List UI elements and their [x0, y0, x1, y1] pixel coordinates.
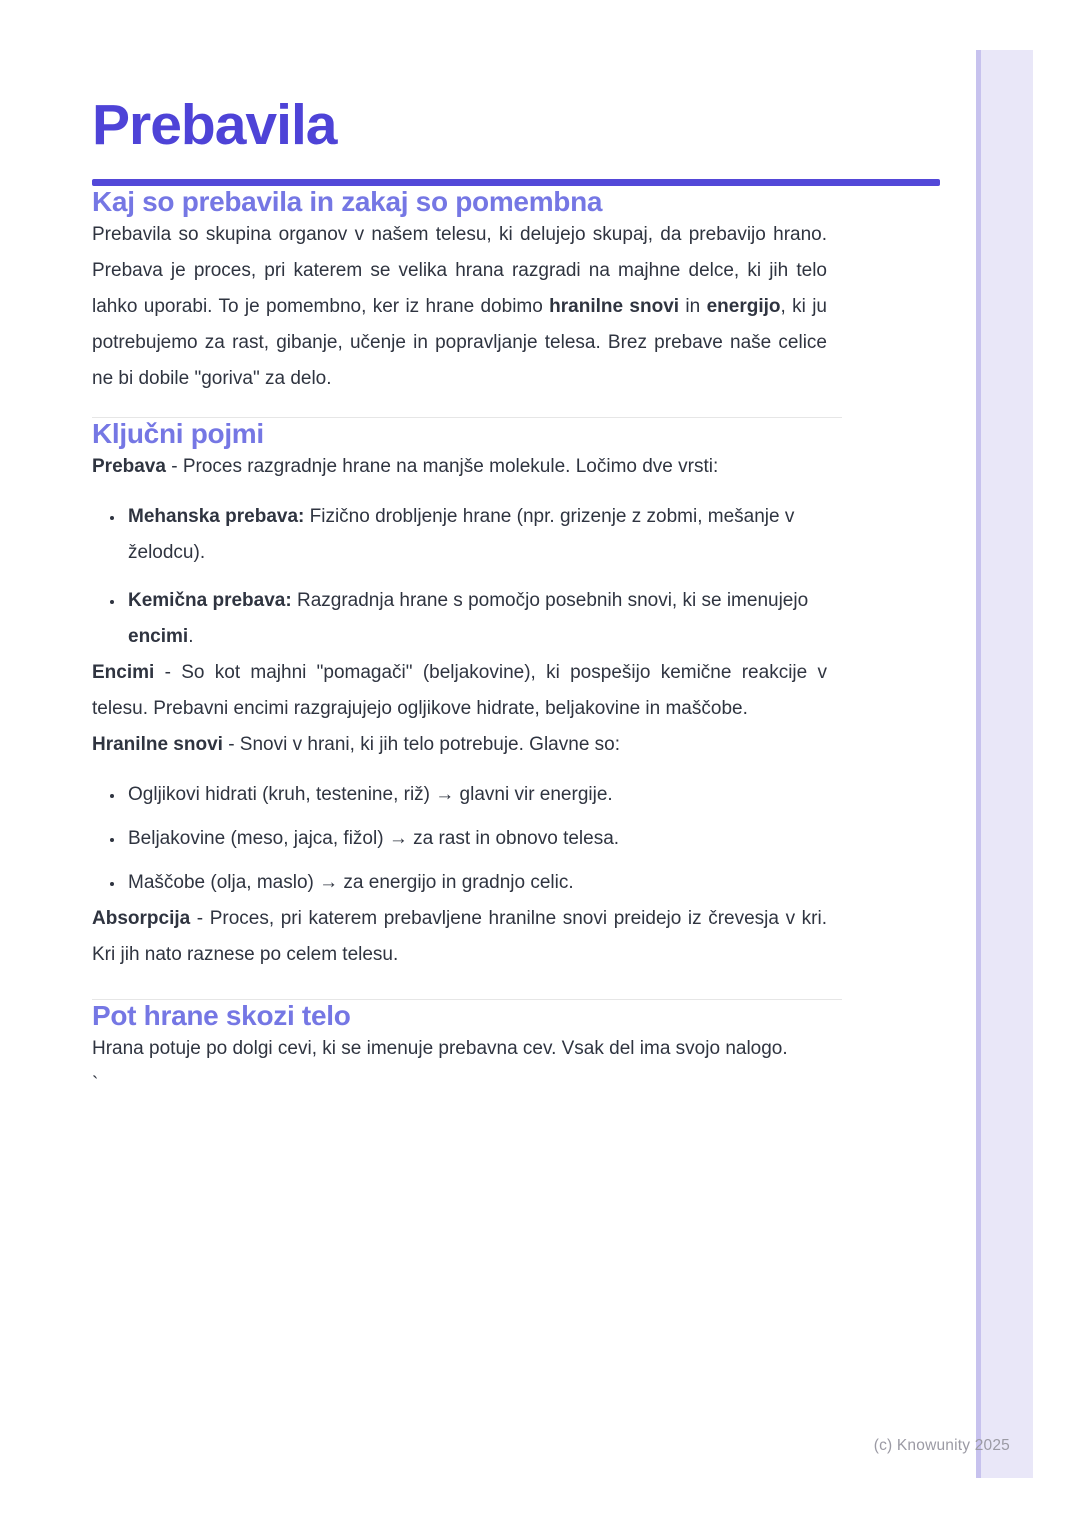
text-run: Razgradnja hrane s pomočjo posebnih snovi, ki se imenujejo: [291, 590, 809, 611]
term-encimi: Encimi: [92, 662, 155, 683]
accent-bar-edge-line: [976, 50, 981, 1478]
food-path-paragraph: Hrana potuje po dolgi cevi, ki se imenuje prebavna cev. Vsak del ima svojo nalogo.: [92, 1038, 788, 1059]
text-run: - Snovi v hrani, ki jih telo potrebuje. Glavne so:: [222, 734, 621, 755]
stray-backtick-text: `: [92, 1074, 99, 1095]
section-heading-key-terms: Ključni pojmi: [92, 418, 264, 449]
definition-encimi: [92, 655, 827, 727]
text-run: Prebavila so skupina organov v našem telesu, ki delujejo skupaj, da prebavijo hrano. Prebava je proces, pri katerem se velika hrana razgradi na majhne delce, ki jih telo lahko uporabi. To je pomembno, ker iz hrane dobimo: [92, 224, 827, 317]
intro-paragraph: [92, 217, 827, 397]
bold-term-encimi: encimi: [128, 626, 189, 647]
nutrients-list: [92, 777, 827, 901]
text-run: in: [679, 296, 707, 317]
title-underline-rule: [92, 179, 940, 186]
list-item-beljakovine: • Beljakovine (meso, jajca, fižol) → za rast in obnovo telesa.: [125, 821, 827, 857]
list-item-ogljikovi-hidrati: • Ogljikovi hidrati (kruh, testenine, riž) → glavni vir energije.: [125, 777, 827, 813]
definition-hranilne-snovi: [92, 727, 827, 763]
list-item-mehanska: [125, 499, 827, 571]
footer-copyright: (c) Knowunity 2025: [873, 1437, 1010, 1454]
text-run: - So kot majhni "pomagači" (beljakovine), ki pospešijo kemične reakcije v telesu. Prebavni encimi razgrajujejo ogljikove hidrate, beljakovine in maščobe.: [92, 662, 827, 719]
term-mehanska-prebava: Mehanska prebava:: [128, 506, 305, 527]
term-kemicna-prebava: Kemična prebava:: [128, 590, 292, 611]
text-run: - Proces, pri katerem prebavljene hranilne snovi preidejo iz črevesja v kri. Kri jih nato raznese po celem telesu.: [92, 908, 827, 965]
list-item-mascobe: • Maščobe (olja, maslo) → za energijo in gradnjo celic.: [125, 865, 827, 901]
digestion-types-list: [92, 499, 827, 655]
bold-term-hranilne-snovi: hranilne snovi: [549, 296, 680, 317]
bold-term-energijo: energijo: [706, 296, 781, 317]
section-heading-food-path: Pot hrane skozi telo: [92, 1000, 351, 1031]
right-margin-accent-bar: [976, 50, 1033, 1478]
term-prebava: Prebava: [92, 456, 166, 477]
text-run: .: [188, 626, 194, 647]
definition-prebava: [92, 449, 827, 485]
document-content: [92, 0, 940, 1103]
term-hranilne-snovi: Hranilne snovi: [92, 734, 223, 755]
page-title: Prebavila: [92, 93, 337, 157]
term-absorpcija: Absorpcija: [92, 908, 191, 929]
definition-absorpcija: [92, 901, 827, 973]
text-run: - Proces razgradnje hrane na manjše molekule. Ločimo dve vrsti:: [165, 456, 719, 477]
list-item-kemicna: [125, 583, 827, 655]
text-run: Fizično drobljenje hrane (npr. grizenje z zobmi, mešanje v želodcu).: [128, 506, 795, 563]
section-heading-what-are: Kaj so prebavila in zakaj so pomembna: [92, 186, 603, 217]
text-run: , ki ju potrebujemo za rast, gibanje, učenje in popravljanje telesa. Brez prebave naše celice ne bi dobile "goriva" za delo.: [92, 296, 827, 389]
